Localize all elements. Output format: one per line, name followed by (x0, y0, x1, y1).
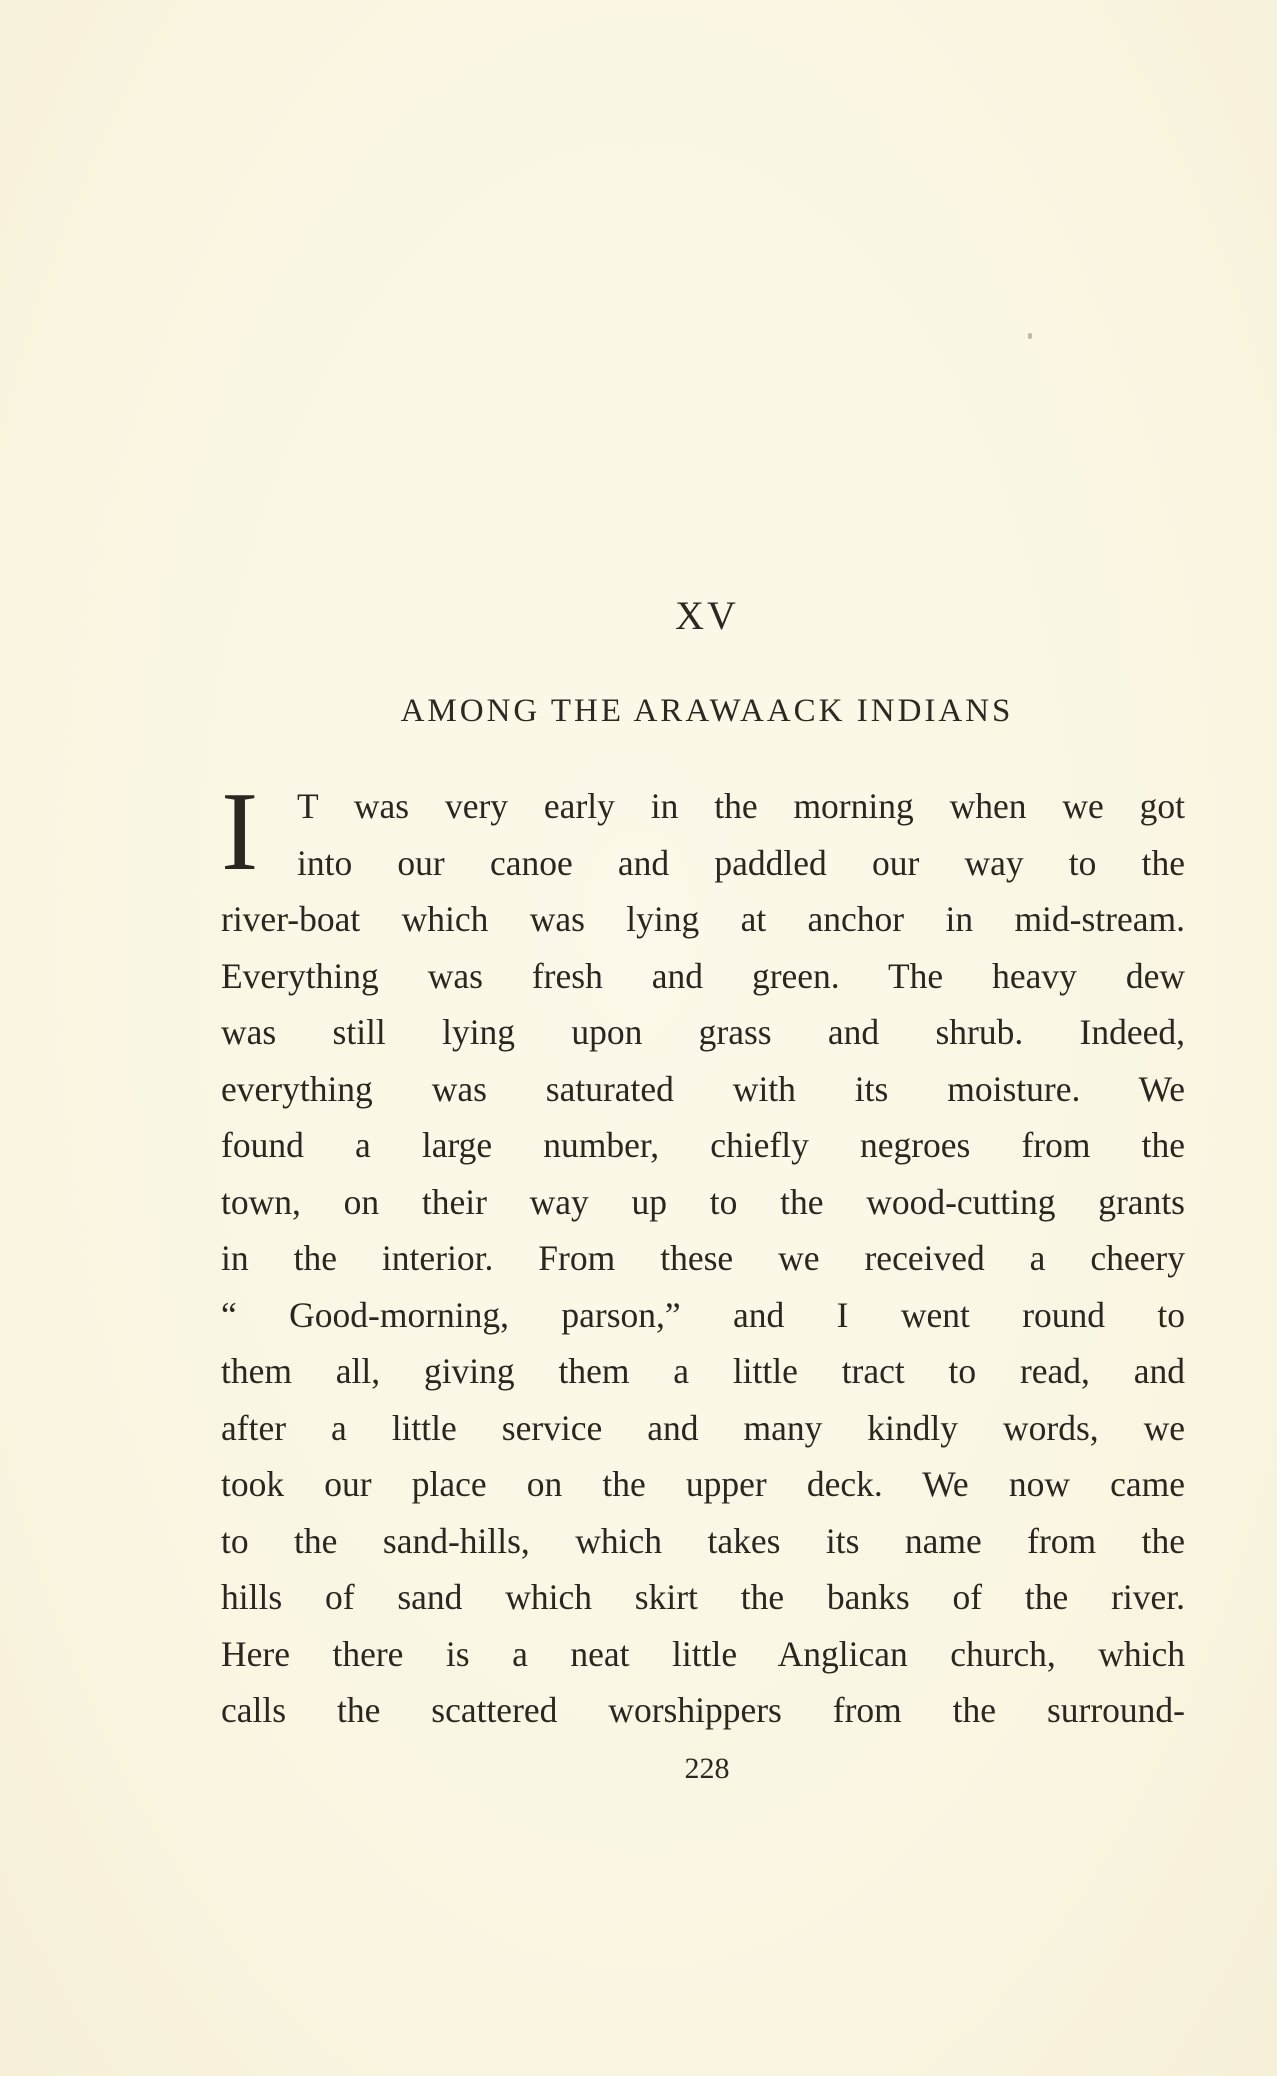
text-line: Everything was fresh and green. The heavy dew (221, 955, 1185, 996)
text-line: everything was saturated with its moisture. We (221, 1068, 1185, 1109)
text-line: found a large number, chiefly negroes from the (221, 1125, 1185, 1165)
text-line: into our canoe and paddled our way to the (297, 842, 1185, 883)
body-text (221, 770, 1185, 1739)
page-number: 228 (684, 1752, 730, 1785)
text-line: to the sand-hills, which takes its name from the (221, 1520, 1185, 1561)
text-line: Here there is a neat little Anglican church, which (221, 1633, 1185, 1674)
text-line: “ Good-morning, parson,” and I went round to (221, 1294, 1185, 1335)
text-line: took our place on the upper deck. We now came (221, 1464, 1185, 1504)
text-line: river-boat which was lying at anchor in mid-stream. (221, 899, 1185, 939)
text-line: hills of sand which skirt the banks of the river. (221, 1577, 1185, 1617)
drop-cap: I (221, 770, 259, 894)
paper-speck (1028, 333, 1032, 339)
text-line: them all, giving them a little tract to read, and (221, 1351, 1185, 1391)
chapter-number: XV (675, 593, 739, 638)
chapter-title: AMONG THE ARAWAACK INDIANS (400, 693, 1014, 729)
text-line: calls the scattered worshippers from the surround- (221, 1690, 1185, 1730)
text-line: town, on their way up to the wood-cutting grants (221, 1181, 1185, 1222)
text-line: T was very early in the morning when we got (297, 786, 1185, 826)
text-line: after a little service and many kindly words, we (221, 1407, 1185, 1448)
text-line: in the interior. From these we received a cheery (221, 1238, 1185, 1278)
text-line: was still lying upon grass and shrub. Indeed, (221, 1012, 1185, 1052)
